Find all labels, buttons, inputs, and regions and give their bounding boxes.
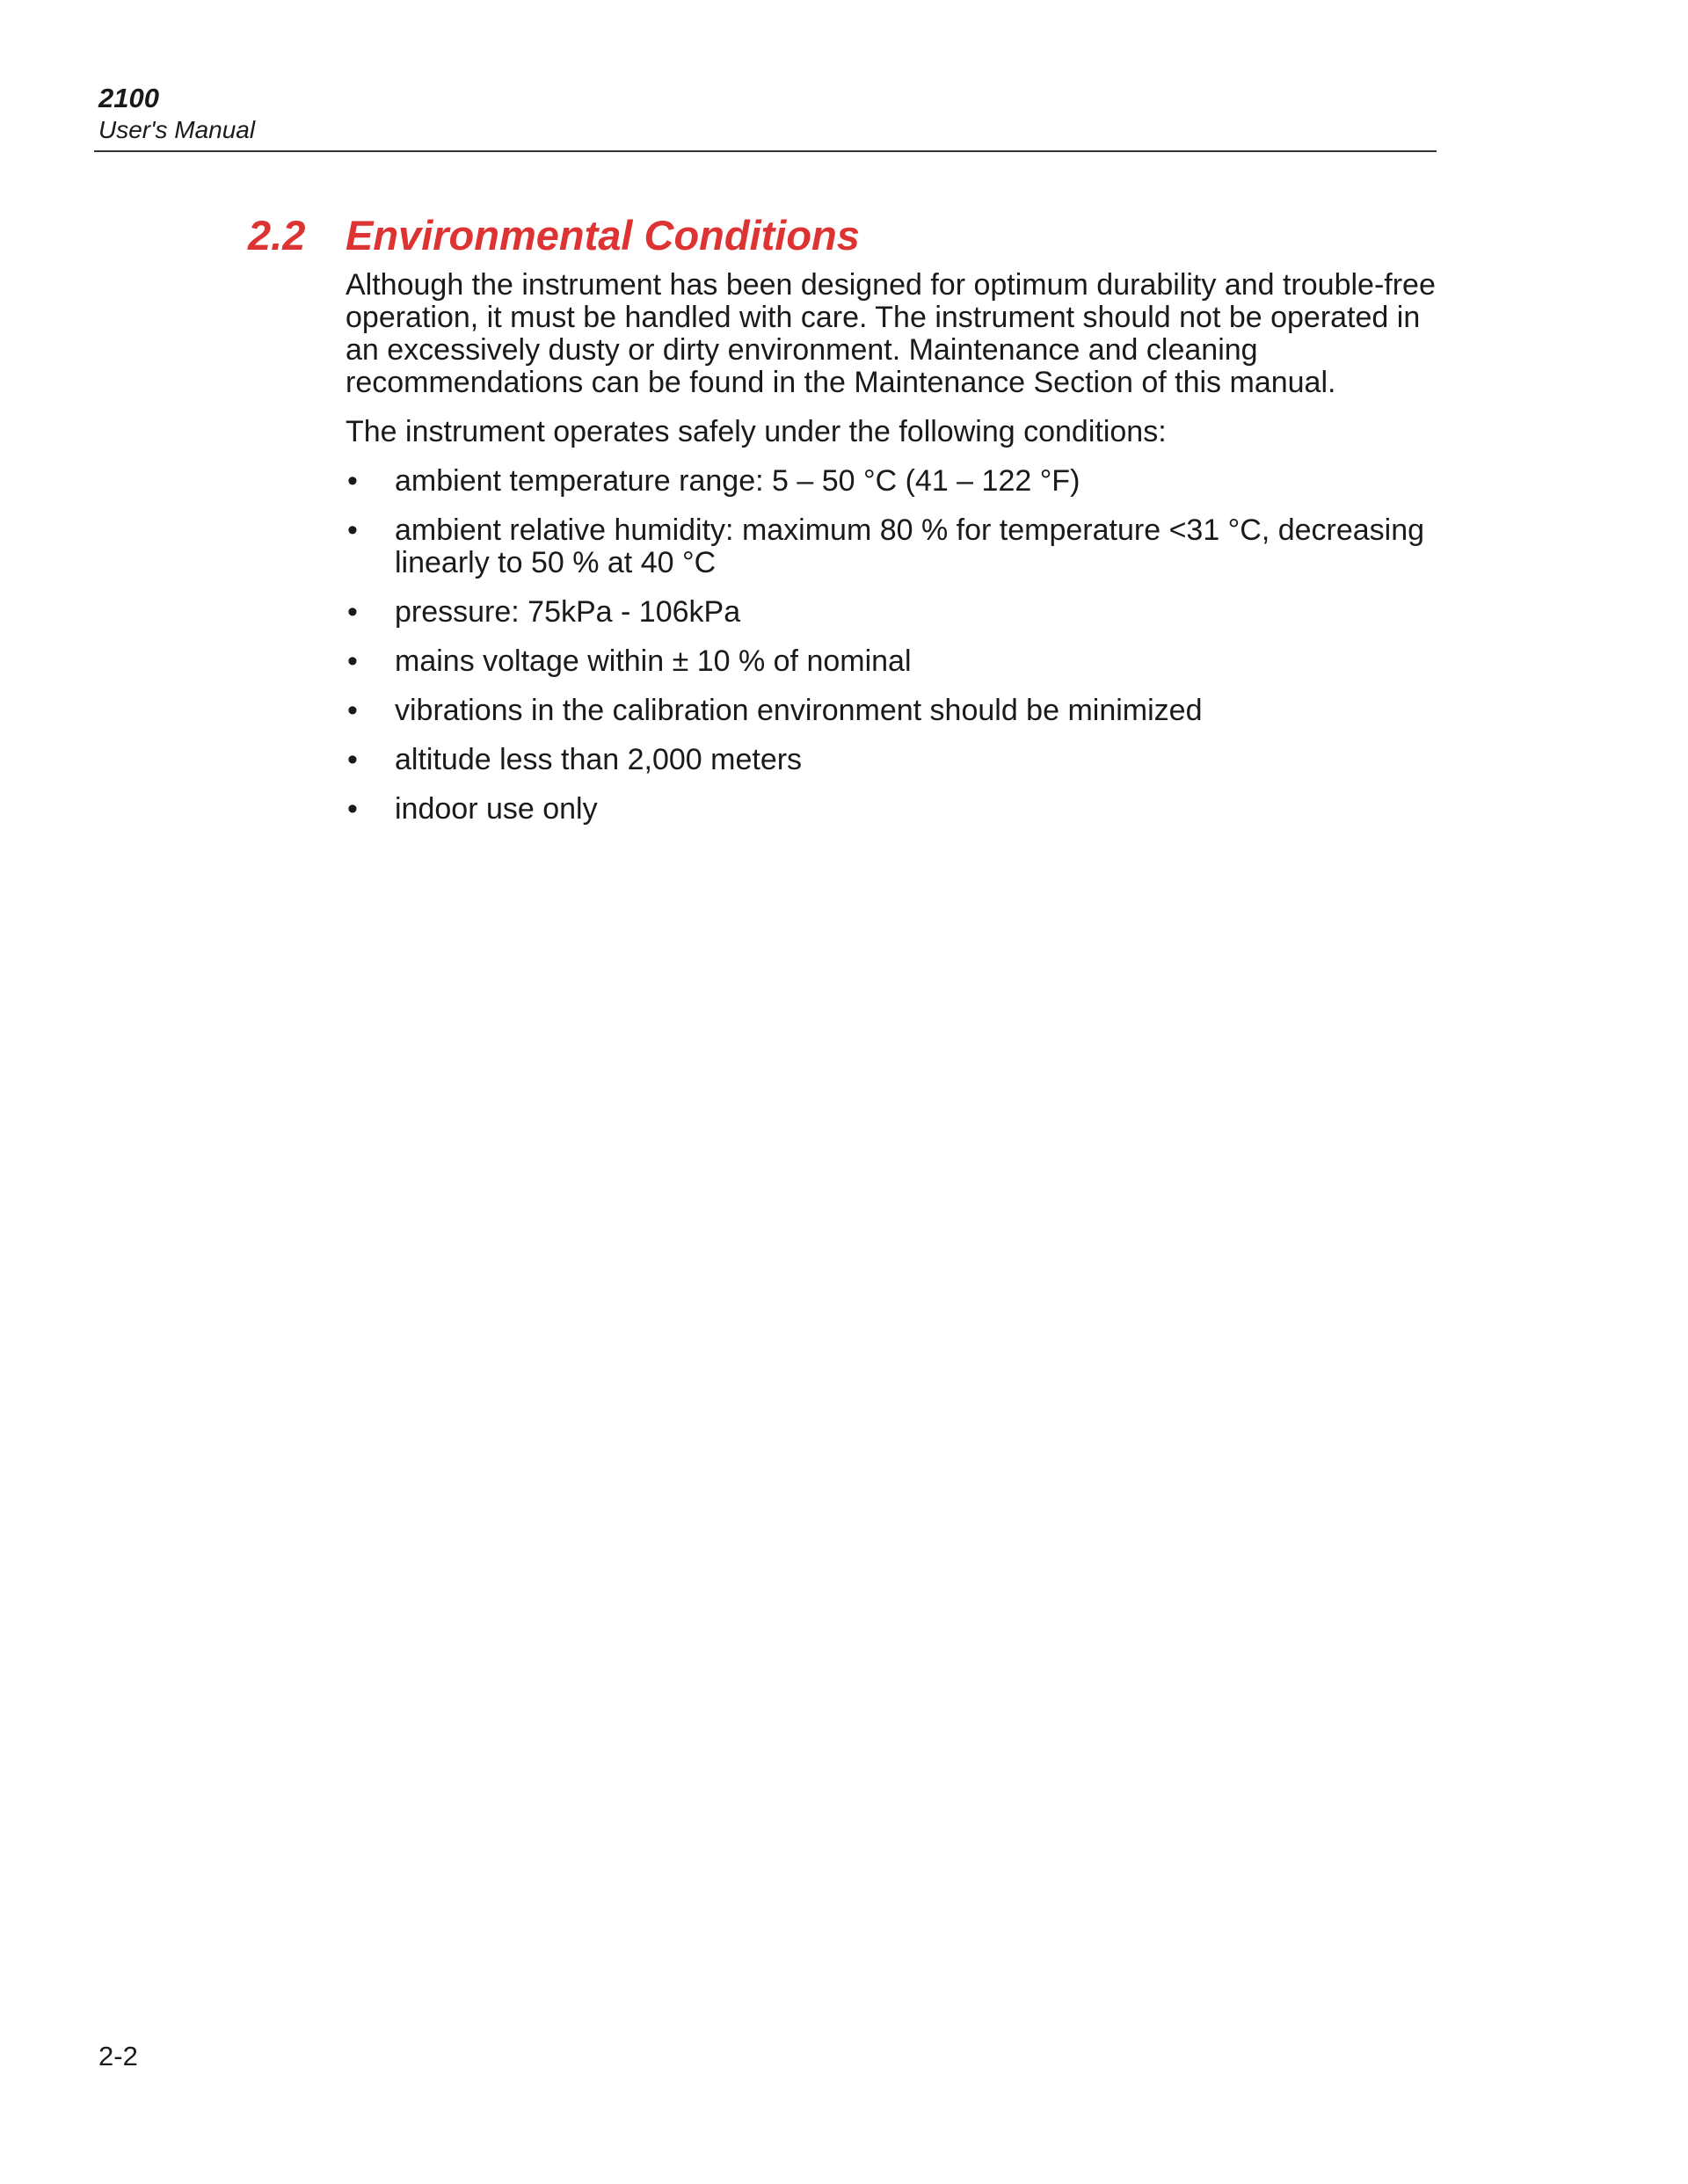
list-item [346,465,1444,498]
section-title: Environmental Conditions [346,212,860,258]
bullet-icon: • [347,513,358,547]
condition-text: altitude less than 2,000 meters [395,743,803,776]
bullet-icon: • [347,694,358,727]
bullet-icon: • [347,464,358,498]
running-header [98,83,1435,146]
list-item [346,793,1444,826]
bullet-icon: • [347,644,358,678]
condition-text: ambient temperature range: 5 – 50 °C (41 – 122 °F) [395,464,1080,498]
list-item [346,645,1444,678]
list-item [346,514,1444,579]
section-heading [248,211,860,260]
bullet-icon: • [347,792,358,826]
condition-text: vibrations in the calibration environment should be minimized [395,694,1203,727]
condition-text: pressure: 75kPa - 106kPa [395,595,741,629]
intro-paragraph: Although the instrument has been designed for optimum durability and trouble-free operation, it must be handled with care. The instrument should not be operated in an excessively dusty or dirty environment. Maintenance and cleaning recommendations can be found in the Maintenance Section of this manual. [346,268,1436,399]
condition-text: ambient relative humidity: maximum 80 % for temperature <31 °C, decreasing linearly to 50 % at 40 °C [395,513,1425,579]
document-type: User's Manual [98,116,256,143]
list-item [346,744,1444,776]
bullet-icon: • [347,595,358,629]
condition-text: indoor use only [395,792,598,826]
list-item [346,596,1444,629]
page-number: 2-2 [98,2041,138,2071]
section-body [346,269,1444,842]
list-item [346,695,1444,727]
header-divider [94,150,1437,152]
conditions-intro: The instrument operates safely under the following conditions: [346,415,1167,448]
section-number: 2.2 [248,212,306,258]
condition-text: mains voltage within ± 10 % of nominal [395,644,912,678]
product-model: 2100 [98,83,159,113]
conditions-list [346,465,1444,826]
bullet-icon: • [347,743,358,776]
